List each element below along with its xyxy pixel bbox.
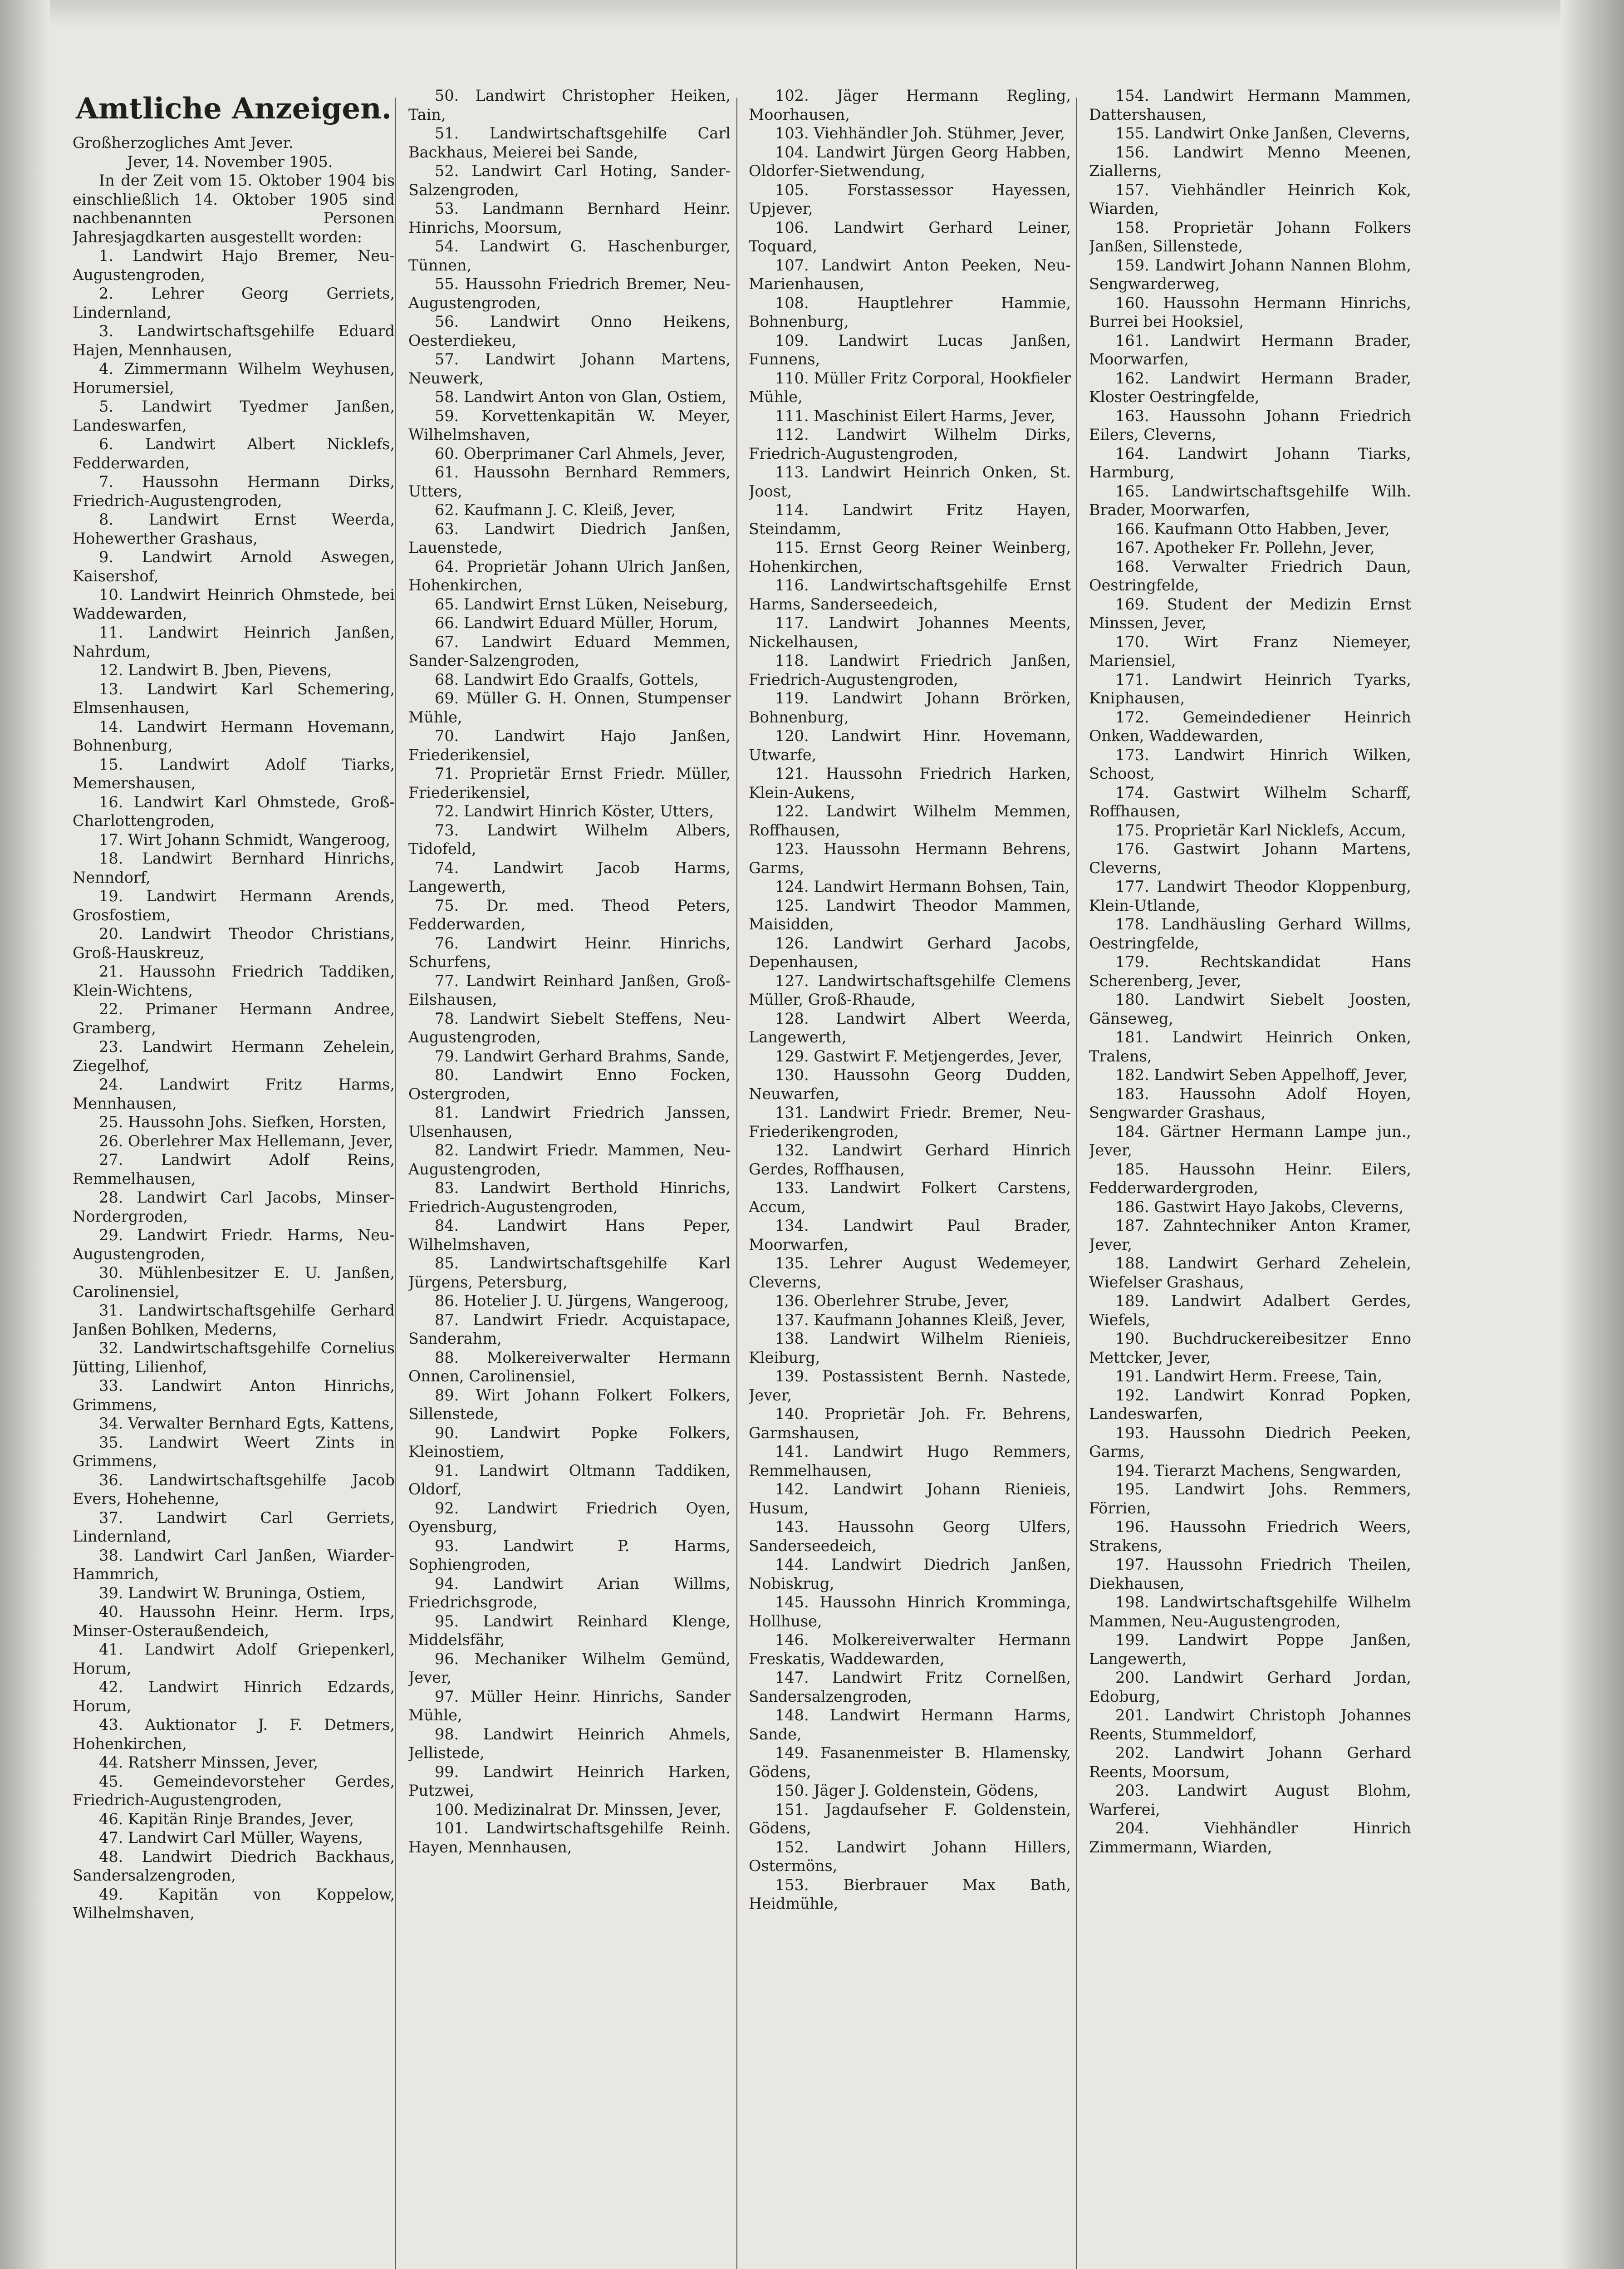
intro-paragraph: In der Zeit vom 15. Oktober 1904 bis einschließlich 14. Oktober 1905 sind nachbenannten Personen Jahresjagdkarten ausgestellt worden: [73, 172, 395, 246]
license-entry: 192. Landwirt Konrad Popken, Landeswarfen, [1089, 1386, 1411, 1423]
entry-list [1089, 86, 1411, 1856]
license-entry: 91. Landwirt Oltmann Taddiken, Oldorf, [408, 1461, 731, 1498]
license-entry: 171. Landwirt Heinrich Tyarks, Kniphausen, [1089, 670, 1411, 707]
license-entry: 107. Landwirt Anton Peeken, Neu-Marienhausen, [749, 256, 1071, 293]
license-entry: 197. Haussohn Friedrich Theilen, Diekhausen, [1089, 1556, 1411, 1592]
license-entry: 130. Haussohn Georg Dudden, Neuwarfen, [749, 1066, 1071, 1103]
license-entry: 39. Landwirt W. Bruninga, Ostiem, [99, 1584, 366, 1602]
license-entry: 45. Gemeindevorsteher Gerdes, Friedrich-Augustengroden, [73, 1772, 395, 1809]
license-entry: 63. Landwirt Diedrich Janßen, Lauenstede, [408, 520, 731, 556]
license-entry: 104. Landwirt Jürgen Georg Habben, Oldorfer-Sietwendung, [749, 143, 1071, 180]
license-entry: 132. Landwirt Gerhard Hinrich Gerdes, Roffhausen, [749, 1141, 1071, 1178]
license-entry: 87. Landwirt Friedr. Acquistapace, Sanderahm, [408, 1311, 731, 1347]
license-entry: 188. Landwirt Gerhard Zehelein, Wiefelser Grashaus, [1089, 1254, 1411, 1291]
license-entry: 24. Landwirt Fritz Harms, Mennhausen, [73, 1076, 395, 1112]
license-entry: 33. Landwirt Anton Hinrichs, Grimmens, [73, 1377, 395, 1414]
license-entry: 142. Landwirt Johann Rienieis, Husum, [749, 1480, 1071, 1517]
license-entry: 150. Jäger J. Goldenstein, Gödens, [775, 1782, 1039, 1799]
license-entry: 60. Oberprimaner Carl Ahmels, Jever, [435, 444, 726, 462]
license-entry: 129. Gastwirt F. Metjengerdes, Jever, [775, 1047, 1062, 1065]
license-entry: 147. Landwirt Fritz Cornelßen, Sandersalzengroden, [749, 1669, 1071, 1705]
license-entry: 200. Landwirt Gerhard Jordan, Edoburg, [1089, 1669, 1411, 1705]
license-entry: 109. Landwirt Lucas Janßen, Funnens, [749, 331, 1071, 368]
entry-list [749, 86, 1071, 1913]
license-entry: 17. Wirt Johann Schmidt, Wangeroog, [99, 830, 391, 849]
license-entry: 68. Landwirt Edo Graalfs, Gottels, [435, 670, 699, 688]
license-entry: 174. Gastwirt Wilhelm Scharff, Roffhausen, [1089, 783, 1411, 820]
scan-binding-shadow [0, 0, 50, 2269]
license-entry: 86. Hotelier J. U. Jürgens, Wangeroog, [435, 1292, 729, 1310]
license-entry: 80. Landwirt Enno Focken, Ostergroden, [408, 1066, 731, 1103]
license-entry: 41. Landwirt Adolf Griepenkerl, Horum, [73, 1640, 395, 1677]
license-entry: 102. Jäger Hermann Regling, Moorhausen, [749, 87, 1071, 123]
license-entry: 23. Landwirt Hermann Zehelein, Ziegelhof, [73, 1038, 395, 1075]
license-entry: 98. Landwirt Heinrich Ahmels, Jellistede, [408, 1725, 731, 1762]
license-entry: 203. Landwirt August Blohm, Warferei, [1089, 1782, 1411, 1818]
license-entry: 15. Landwirt Adolf Tiarks, Memershausen, [73, 755, 395, 792]
license-entry: 176. Gastwirt Johann Martens, Cleverns, [1089, 840, 1411, 877]
license-entry: 29. Landwirt Friedr. Harms, Neu-Augustengroden, [73, 1226, 395, 1263]
license-entry: 40. Haussohn Heinr. Herm. Irps, Minser-Osteraußendeich, [73, 1603, 395, 1640]
license-entry: 76. Landwirt Heinr. Hinrichs, Schurfens, [408, 934, 731, 971]
license-entry: 111. Maschinist Eilert Harms, Jever, [775, 407, 1055, 425]
license-entry: 193. Haussohn Diedrich Peeken, Garms, [1089, 1424, 1411, 1460]
license-entry: 13. Landwirt Karl Schemering, Elmsenhausen, [73, 680, 395, 717]
license-entry: 75. Dr. med. Theod Peters, Fedderwarden, [408, 896, 731, 933]
license-entry: 149. Fasanenmeister B. Hlamensky, Gödens, [749, 1744, 1071, 1781]
license-entry: 43. Auktionator J. F. Detmers, Hohenkirchen, [73, 1716, 395, 1753]
license-entry: 90. Landwirt Popke Folkers, Kleinostiem, [408, 1424, 731, 1460]
license-entry: 27. Landwirt Adolf Reins, Remmelhausen, [73, 1151, 395, 1188]
license-entry: 110. Müller Fritz Corporal, Hookfieler Mühle, [749, 369, 1071, 406]
license-entry: 160. Haussohn Hermann Hinrichs, Burrei bei Hooksiel, [1089, 294, 1411, 330]
license-entry: 137. Kaufmann Johannes Kleiß, Jever, [775, 1311, 1066, 1329]
scan-edge-shadow [1560, 0, 1624, 2269]
license-entry: 144. Landwirt Diedrich Janßen, Nobiskrug, [749, 1556, 1071, 1592]
license-entry: 106. Landwirt Gerhard Leiner, Toquard, [749, 218, 1071, 255]
license-entry: 115. Ernst Georg Reiner Weinberg, Hohenkirchen, [749, 539, 1071, 575]
license-entry: 84. Landwirt Hans Peper, Wilhelmshaven, [408, 1217, 731, 1253]
license-entry: 119. Landwirt Johann Brörken, Bohnenburg, [749, 689, 1071, 726]
license-entry: 183. Haussohn Adolf Hoyen, Sengwarder Grashaus, [1089, 1085, 1411, 1121]
text-column-4 [1089, 86, 1411, 2269]
license-entry: 31. Landwirtschaftsgehilfe Gerhard Janßen Bohlken, Mederns, [73, 1301, 395, 1338]
license-entry: 159. Landwirt Johann Nannen Blohm, Sengwarderweg, [1089, 256, 1411, 293]
license-entry: 182. Landwirt Seben Appelhoff, Jever, [1115, 1066, 1408, 1084]
entry-list [73, 246, 395, 1923]
license-entry: 53. Landmann Bernhard Heinr. Hinrichs, Moorsum, [408, 200, 731, 236]
license-entry: 59. Korvettenkapitän W. Meyer, Wilhelmshaven, [408, 407, 731, 443]
license-entry: 61. Haussohn Bernhard Remmers, Utters, [408, 463, 731, 500]
license-entry: 112. Landwirt Wilhelm Dirks, Friedrich-Augustengroden, [749, 426, 1071, 462]
license-entry: 77. Landwirt Reinhard Janßen, Groß-Eilshausen, [408, 972, 731, 1008]
license-entry: 178. Landhäusling Gerhard Willms, Oestringfelde, [1089, 915, 1411, 952]
license-entry: 120. Landwirt Hinr. Hovemann, Utwarfe, [749, 727, 1071, 764]
license-entry: 9. Landwirt Arnold Aswegen, Kaisershof, [73, 548, 395, 585]
license-entry: 49. Kapitän von Koppelow, Wilhelmshaven, [73, 1885, 395, 1922]
license-entry: 46. Kapitän Rinje Brandes, Jever, [99, 1810, 354, 1828]
license-entry: 186. Gastwirt Hayo Jakobs, Cleverns, [1115, 1198, 1404, 1216]
dateline: Jever, 14. November 1905. [127, 152, 333, 171]
license-entry: 145. Haussohn Hinrich Kromminga, Hollhuse, [749, 1593, 1071, 1630]
license-entry: 158. Proprietär Johann Folkers Janßen, Sillenstede, [1089, 218, 1411, 255]
license-entry: 3. Landwirtschaftsgehilfe Eduard Hajen, Mennhausen, [73, 322, 395, 359]
license-entry: 143. Haussohn Georg Ulfers, Sanderseedeich, [749, 1518, 1071, 1555]
license-entry: 134. Landwirt Paul Brader, Moorwarfen, [749, 1217, 1071, 1253]
license-entry: 35. Landwirt Weert Zints in Grimmens, [73, 1433, 395, 1470]
license-entry: 131. Landwirt Friedr. Bremer, Neu-Friederikengroden, [749, 1104, 1071, 1140]
license-entry: 2. Lehrer Georg Gerriets, Lindernland, [73, 285, 395, 321]
license-entry: 19. Landwirt Hermann Arends, Grosfostiem, [73, 887, 395, 924]
license-entry: 180. Landwirt Siebelt Joosten, Gänseweg, [1089, 991, 1411, 1027]
license-entry: 172. Gemeindediener Heinrich Onken, Waddewarden, [1089, 708, 1411, 745]
license-entry: 83. Landwirt Berthold Hinrichs, Friedrich-Augustengroden, [408, 1179, 731, 1216]
license-entry: 156. Landwirt Menno Meenen, Ziallerns, [1089, 143, 1411, 180]
license-entry: 166. Kaufmann Otto Habben, Jever, [1115, 520, 1390, 538]
license-entry: 62. Kaufmann J. C. Kleiß, Jever, [435, 501, 676, 519]
license-entry: 26. Oberlehrer Max Hellemann, Jever, [99, 1132, 393, 1150]
license-entry: 103. Viehhändler Joh. Stühmer, Jever, [775, 124, 1065, 142]
license-entry: 127. Landwirtschaftsgehilfe Clemens Müller, Groß-Rhaude, [749, 972, 1071, 1008]
license-entry: 16. Landwirt Karl Ohmstede, Groß-Charlottengroden, [73, 793, 395, 830]
license-entry: 155. Landwirt Onke Janßen, Cleverns, [1115, 124, 1411, 142]
license-entry: 151. Jagdaufseher F. Goldenstein, Gödens, [749, 1800, 1071, 1837]
license-entry: 66. Landwirt Eduard Müller, Horum, [435, 614, 718, 632]
license-entry: 81. Landwirt Friedrich Janssen, Ulsenhausen, [408, 1104, 731, 1140]
text-column-2 [408, 86, 731, 2269]
license-entry: 97. Müller Heinr. Hinrichs, Sander Mühle, [408, 1687, 731, 1724]
license-entry: 199. Landwirt Poppe Janßen, Langewerth, [1089, 1631, 1411, 1668]
license-entry: 14. Landwirt Hermann Hovemann, Bohnenburg, [73, 717, 395, 754]
license-entry: 11. Landwirt Heinrich Janßen, Nahrdum, [73, 624, 395, 660]
license-entry: 170. Wirt Franz Niemeyer, Mariensiel, [1089, 633, 1411, 669]
license-entry: 122. Landwirt Wilhelm Memmen, Roffhausen, [749, 802, 1071, 839]
license-entry: 7. Haussohn Hermann Dirks, Friedrich-Augustengroden, [73, 473, 395, 510]
license-entry: 79. Landwirt Gerhard Brahms, Sande, [435, 1047, 730, 1065]
license-entry: 1. Landwirt Hajo Bremer, Neu-Augustengroden, [73, 247, 395, 284]
license-entry: 32. Landwirtschaftsgehilfe Cornelius Jütting, Lilienhof, [73, 1339, 395, 1376]
license-entry: 73. Landwirt Wilhelm Albers, Tidofeld, [408, 821, 731, 858]
license-entry: 34. Verwalter Bernhard Egts, Kattens, [99, 1414, 394, 1432]
license-entry: 161. Landwirt Hermann Brader, Moorwarfen, [1089, 331, 1411, 368]
license-entry: 135. Lehrer August Wedemeyer, Cleverns, [749, 1254, 1071, 1291]
license-entry: 37. Landwirt Carl Gerriets, Lindernland, [73, 1508, 395, 1545]
license-entry: 64. Proprietär Johann Ulrich Janßen, Hohenkirchen, [408, 557, 731, 594]
text-column-1 [73, 86, 395, 2269]
license-entry: 191. Landwirt Herm. Freese, Tain, [1115, 1367, 1382, 1385]
license-entry: 181. Landwirt Heinrich Onken, Tralens, [1089, 1028, 1411, 1065]
license-entry: 169. Student der Medizin Ernst Minssen, Jever, [1089, 595, 1411, 632]
license-entry: 190. Buchdruckereibesitzer Enno Mettcker, Jever, [1089, 1330, 1411, 1366]
license-entry: 187. Zahntechniker Anton Kramer, Jever, [1089, 1217, 1411, 1253]
license-entry: 133. Landwirt Folkert Carstens, Accum, [749, 1179, 1071, 1216]
license-entry: 184. Gärtner Hermann Lampe jun., Jever, [1089, 1122, 1411, 1159]
license-entry: 55. Haussohn Friedrich Bremer, Neu-Augustengroden, [408, 275, 731, 312]
license-entry: 141. Landwirt Hugo Remmers, Remmelhausen, [749, 1443, 1071, 1479]
license-entry: 57. Landwirt Johann Martens, Neuwerk, [408, 350, 731, 387]
text-column-3 [749, 86, 1071, 2269]
license-entry: 58. Landwirt Anton von Glan, Ostiem, [435, 388, 727, 406]
license-entry: 116. Landwirtschaftsgehilfe Ernst Harms, Sanderseedeich, [749, 576, 1071, 613]
license-entry: 165. Landwirtschaftsgehilfe Wilh. Brader, Moorwarfen, [1089, 482, 1411, 519]
license-entry: 157. Viehhändler Heinrich Kok, Wiarden, [1089, 181, 1411, 217]
license-entry: 88. Molkereiverwalter Hermann Onnen, Carolinensiel, [408, 1348, 731, 1385]
license-entry: 22. Primaner Hermann Andree, Gramberg, [73, 1000, 395, 1037]
license-entry: 146. Molkereiverwalter Hermann Freskatis, Waddewarden, [749, 1631, 1071, 1668]
license-entry: 25. Haussohn Johs. Siefken, Horsten, [99, 1113, 387, 1131]
license-entry: 20. Landwirt Theodor Christians, Groß-Hauskreuz, [73, 925, 395, 962]
license-entry: 113. Landwirt Heinrich Onken, St. Joost, [749, 463, 1071, 500]
license-entry: 96. Mechaniker Wilhelm Gemünd, Jever, [408, 1650, 731, 1686]
license-entry: 185. Haussohn Heinr. Eilers, Fedderwardergroden, [1089, 1160, 1411, 1197]
license-entry: 42. Landwirt Hinrich Edzards, Horum, [73, 1678, 395, 1715]
license-entry: 179. Rechtskandidat Hans Scherenberg, Jever, [1089, 953, 1411, 990]
license-entry: 95. Landwirt Reinhard Klenge, Middelsfähr, [408, 1612, 731, 1649]
license-entry: 10. Landwirt Heinrich Ohmstede, bei Waddewarden, [73, 586, 395, 623]
license-entry: 85. Landwirtschaftsgehilfe Karl Jürgens, Petersburg, [408, 1254, 731, 1291]
license-entry: 72. Landwirt Hinrich Köster, Utters, [435, 802, 714, 820]
office-name: Großherzogliches Amt Jever. [73, 134, 294, 152]
license-entry: 177. Landwirt Theodor Kloppenburg, Klein-Utlande, [1089, 878, 1411, 914]
license-entry: 204. Viehhändler Hinrich Zimmermann, Wiarden, [1089, 1819, 1411, 1856]
license-entry: 140. Proprietär Joh. Fr. Behrens, Garmshausen, [749, 1405, 1071, 1442]
license-entry: 152. Landwirt Johann Hillers, Ostermöns, [749, 1838, 1071, 1875]
license-entry: 44. Ratsherr Minssen, Jever, [99, 1753, 319, 1771]
license-entry: 136. Oberlehrer Strube, Jever, [775, 1292, 1010, 1310]
license-entry: 173. Landwirt Hinrich Wilken, Schoost, [1089, 746, 1411, 782]
license-entry: 52. Landwirt Carl Hoting, Sander-Salzengroden, [408, 162, 731, 199]
license-entry: 108. Hauptlehrer Hammie, Bohnenburg, [749, 294, 1071, 330]
license-entry: 71. Proprietär Ernst Friedr. Müller, Friederikensiel, [408, 765, 731, 801]
license-entry: 125. Landwirt Theodor Mammen, Maisidden, [749, 896, 1071, 933]
section-heading: Amtliche Anzeigen. [76, 92, 392, 126]
license-entry: 101. Landwirtschaftsgehilfe Reinh. Hayen, Mennhausen, [408, 1819, 731, 1856]
license-entry: 128. Landwirt Albert Weerda, Langewerth, [749, 1009, 1071, 1046]
license-entry: 82. Landwirt Friedr. Mammen, Neu-Augustengroden, [408, 1141, 731, 1178]
column-rule [1076, 98, 1077, 2269]
license-entry: 38. Landwirt Carl Janßen, Wiarder-Hammrich, [73, 1546, 395, 1583]
license-entry: 70. Landwirt Hajo Janßen, Friederikensiel, [408, 727, 731, 764]
license-entry: 89. Wirt Johann Folkert Folkers, Sillenstede, [408, 1386, 731, 1423]
license-entry: 105. Forstassessor Hayessen, Upjever, [749, 181, 1071, 217]
license-entry: 167. Apotheker Fr. Pollehn, Jever, [1115, 539, 1375, 556]
license-entry: 51. Landwirtschaftsgehilfe Carl Backhaus, Meierei bei Sande, [408, 124, 731, 161]
license-entry: 118. Landwirt Friedrich Janßen, Friedrich-Augustengroden, [749, 652, 1071, 688]
license-entry: 69. Müller G. H. Onnen, Stumpenser Mühle, [408, 689, 731, 726]
license-entry: 48. Landwirt Diedrich Backhaus, Sandersalzengroden, [73, 1847, 395, 1884]
license-entry: 4. Zimmermann Wilhelm Weyhusen, Horumersiel, [73, 360, 395, 397]
license-entry: 47. Landwirt Carl Müller, Wayens, [99, 1829, 363, 1847]
license-entry: 12. Landwirt B. Jben, Pievens, [99, 661, 332, 679]
license-entry: 18. Landwirt Bernhard Hinrichs, Nenndorf, [73, 850, 395, 886]
license-entry: 114. Landwirt Fritz Hayen, Steindamm, [749, 501, 1071, 538]
license-entry: 117. Landwirt Johannes Meents, Nickelhausen, [749, 614, 1071, 651]
license-entry: 8. Landwirt Ernst Weerda, Hohewerther Grashaus, [73, 511, 395, 547]
license-entry: 65. Landwirt Ernst Lüken, Neiseburg, [435, 595, 728, 613]
license-entry: 21. Haussohn Friedrich Taddiken, Klein-Wichtens, [73, 963, 395, 999]
license-entry: 50. Landwirt Christopher Heiken, Tain, [408, 87, 731, 123]
license-entry: 198. Landwirtschaftsgehilfe Wilhelm Mammen, Neu-Augustengroden, [1089, 1593, 1411, 1630]
license-entry: 138. Landwirt Wilhelm Rienieis, Kleiburg, [749, 1330, 1071, 1366]
license-entry: 56. Landwirt Onno Heikens, Oesterdiekeu, [408, 313, 731, 349]
license-entry: 6. Landwirt Albert Nicklefs, Fedderwarden, [73, 435, 395, 472]
license-entry: 54. Landwirt G. Haschenburger, Tünnen, [408, 237, 731, 274]
license-entry: 100. Medizinalrat Dr. Minssen, Jever, [435, 1800, 721, 1818]
license-entry: 126. Landwirt Gerhard Jacobs, Depenhausen, [749, 934, 1071, 971]
column-rule [395, 98, 396, 2269]
license-entry: 30. Mühlenbesitzer E. U. Janßen, Carolinensiel, [73, 1264, 395, 1301]
license-entry: 194. Tierarzt Machens, Sengwarden, [1115, 1461, 1402, 1479]
license-entry: 121. Haussohn Friedrich Harken, Klein-Aukens, [749, 765, 1071, 801]
license-entry: 28. Landwirt Carl Jacobs, Minser-Nordergroden, [73, 1189, 395, 1225]
license-entry: 99. Landwirt Heinrich Harken, Putzwei, [408, 1763, 731, 1799]
license-entry: 162. Landwirt Hermann Brader, Kloster Oestringfelde, [1089, 369, 1411, 406]
license-entry: 123. Haussohn Hermann Behrens, Garms, [749, 840, 1071, 877]
license-entry: 164. Landwirt Johann Tiarks, Harmburg, [1089, 444, 1411, 481]
license-entry: 93. Landwirt P. Harms, Sophiengroden, [408, 1537, 731, 1573]
license-entry: 78. Landwirt Siebelt Steffens, Neu-Augustengroden, [408, 1009, 731, 1046]
license-entry: 148. Landwirt Hermann Harms, Sande, [749, 1706, 1071, 1743]
license-entry: 92. Landwirt Friedrich Oyen, Oyensburg, [408, 1499, 731, 1536]
license-entry: 163. Haussohn Johann Friedrich Eilers, Cleverns, [1089, 407, 1411, 443]
license-entry: 175. Proprietär Karl Nicklefs, Accum, [1115, 821, 1406, 839]
license-entry: 195. Landwirt Johs. Remmers, Förrien, [1089, 1480, 1411, 1517]
scan-top-shadow [0, 0, 1624, 27]
license-entry: 154. Landwirt Hermann Mammen, Dattershausen, [1089, 87, 1411, 123]
license-entry: 74. Landwirt Jacob Harms, Langewerth, [408, 859, 731, 895]
license-entry: 189. Landwirt Adalbert Gerdes, Wiefels, [1089, 1292, 1411, 1329]
license-entry: 153. Bierbrauer Max Bath, Heidmühle, [749, 1876, 1071, 1912]
license-entry: 201. Landwirt Christoph Johannes Reents, Stummeldorf, [1089, 1706, 1411, 1743]
license-entry: 36. Landwirtschaftsgehilfe Jacob Evers, Hohehenne, [73, 1471, 395, 1508]
license-entry: 196. Haussohn Friedrich Weers, Strakens, [1089, 1518, 1411, 1555]
license-entry: 139. Postassistent Bernh. Nastede, Jever, [749, 1367, 1071, 1404]
license-entry: 124. Landwirt Hermann Bohsen, Tain, [775, 878, 1070, 895]
license-entry: 202. Landwirt Johann Gerhard Reents, Moorsum, [1089, 1744, 1411, 1781]
license-entry: 67. Landwirt Eduard Memmen, Sander-Salzengroden, [408, 633, 731, 669]
entry-list [408, 86, 731, 1856]
license-entry: 94. Landwirt Arian Willms, Friedrichsgrode, [408, 1574, 731, 1611]
license-entry: 168. Verwalter Friedrich Daun, Oestringfelde, [1089, 557, 1411, 594]
column-rule [736, 98, 737, 2269]
license-entry: 5. Landwirt Tyedmer Janßen, Landeswarfen, [73, 398, 395, 434]
